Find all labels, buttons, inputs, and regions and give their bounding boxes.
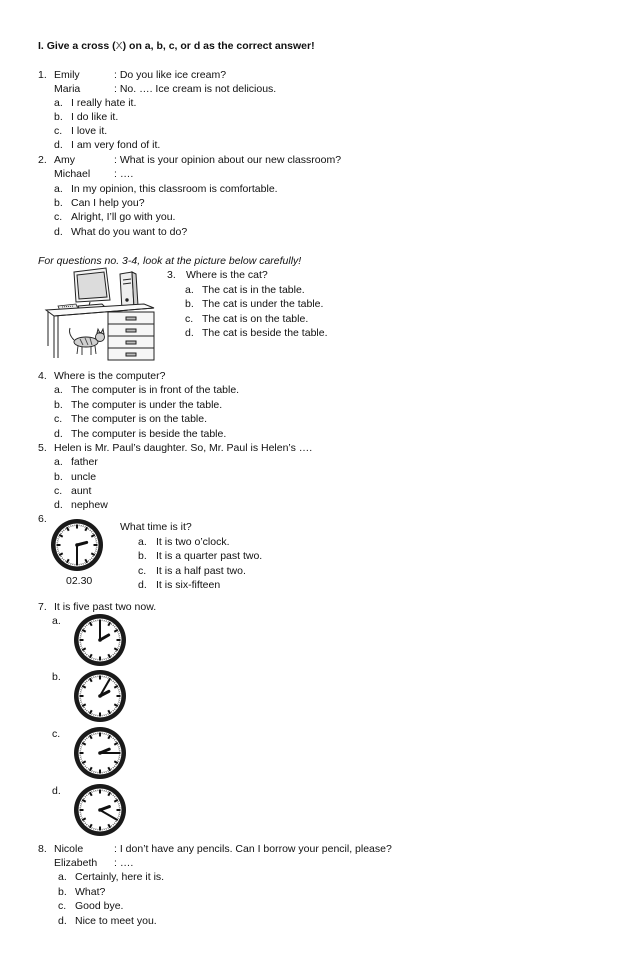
q2-option-letter[interactable]: b. [54,197,63,209]
q8-option-text[interactable]: Good bye. [75,900,124,912]
q4-option-text[interactable]: The computer is on the table. [71,413,207,425]
q6-question: What time is it? [120,521,192,533]
q4-option-letter[interactable]: b. [54,399,63,411]
q8-option-text[interactable]: What? [75,886,106,898]
q4-number: 4. [38,370,47,382]
q6-option-letter[interactable]: a. [138,536,147,548]
q6-option-letter[interactable]: c. [138,565,147,577]
clock-center [75,543,79,547]
instruction-x-mark: X [115,40,123,52]
q2-line-2: : …. [114,168,134,180]
q5-option-text[interactable]: nephew [71,499,108,511]
q5-option-letter[interactable]: b. [54,471,63,483]
q4-option-letter[interactable]: a. [54,384,63,396]
q3-option-letter[interactable]: b. [185,298,194,310]
q2-number: 2. [38,154,47,166]
q1-option-text[interactable]: I really hate it. [71,97,137,109]
q3-option-text[interactable]: The cat is in the table. [202,284,305,296]
q7-option-clock-icon[interactable] [72,782,128,838]
q2-option-text[interactable]: What do you want to do? [71,226,188,238]
q8-speaker-1: Nicole [54,843,84,855]
q8-option-text[interactable]: Certainly, here it is. [75,871,165,883]
q5-option-letter[interactable]: c. [54,485,63,497]
q8-option-letter[interactable]: a. [58,871,67,883]
q1-option-text[interactable]: I am very fond of it. [71,139,161,151]
q1-number: 1. [38,69,47,81]
q7-option-letter[interactable]: b. [52,671,61,683]
q6-number: 6. [38,513,47,525]
cat-icon [70,328,105,355]
q2-option-letter[interactable]: a. [54,183,63,195]
desk-with-computer-and-cat-picture [44,266,158,362]
q7-option-clock-icon[interactable] [72,668,128,724]
q5-option-text[interactable]: uncle [71,471,97,483]
q1-option-letter[interactable]: a. [54,97,63,109]
q3-option-text[interactable]: The cat is beside the table. [202,327,328,339]
q1-option-text[interactable]: I love it. [71,125,108,137]
q8-number: 8. [38,843,47,855]
q1-option-letter[interactable]: b. [54,111,63,123]
q3-option-text[interactable]: The cat is under the table. [202,298,324,310]
q3-option-letter[interactable]: d. [185,327,194,339]
q1-speaker-2: Maria [54,83,81,95]
q4-option-text[interactable]: The computer is beside the table. [71,428,227,440]
q1-line-2: : No. …. Ice cream is not delicious. [114,83,277,95]
q7-option-clock-icon[interactable] [72,725,128,781]
q8-option-text[interactable]: Nice to meet you. [75,915,157,927]
q2-line-1: : What is your opinion about our new classroom? [114,154,342,166]
q5-option-letter[interactable]: a. [54,456,63,468]
q7-number: 7. [38,601,47,613]
q7-question: It is five past two now. [54,601,157,613]
clock-center [98,808,102,812]
q7-option-letter[interactable]: d. [52,785,61,797]
q2-speaker-2: Michael [54,168,91,180]
q8-speaker-2: Elizabeth [54,857,98,869]
q4-option-letter[interactable]: d. [54,428,63,440]
q3-question: Where is the cat? [186,269,268,281]
q6-option-text[interactable]: It is a half past two. [156,565,246,577]
q4-option-text[interactable]: The computer is under the table. [71,399,223,411]
q7-option-letter[interactable]: c. [52,728,61,740]
q5-question: Helen is Mr. Paul’s daughter. So, Mr. Paul is Helen’s …. [54,442,313,454]
q8-option-letter[interactable]: d. [58,915,67,927]
q2-option-text[interactable]: Alright, I’ll go with you. [71,211,176,223]
q2-option-letter[interactable]: c. [54,211,63,223]
picture-instruction: For questions no. 3-4, look at the picture below carefully! [38,255,302,267]
clock-center [98,694,102,698]
q2-option-text[interactable]: In my opinion, this classroom is comfortable. [71,183,278,195]
q4-option-text[interactable]: The computer is in front of the table. [71,384,240,396]
q5-option-letter[interactable]: d. [54,499,63,511]
q8-option-letter[interactable]: c. [58,900,67,912]
q5-number: 5. [38,442,47,454]
q2-option-letter[interactable]: d. [54,226,63,238]
q1-option-letter[interactable]: c. [54,125,63,137]
clock-center [98,751,102,755]
q6-option-text[interactable]: It is six-fifteen [156,579,221,591]
q1-option-text[interactable]: I do like it. [71,111,119,123]
q3-number: 3. [167,269,176,281]
clock-center [98,638,102,642]
q4-option-letter[interactable]: c. [54,413,63,425]
q1-line-1: : Do you like ice cream? [114,69,227,81]
q3-option-letter[interactable]: c. [185,313,194,325]
q6-clock-caption: 02.30 [66,575,93,587]
q3-option-text[interactable]: The cat is on the table. [202,313,309,325]
q2-option-text[interactable]: Can I help you? [71,197,145,209]
instruction-post: ) on a, b, c, or d as the correct answer! [122,40,315,52]
q3-option-letter[interactable]: a. [185,284,194,296]
q1-option-letter[interactable]: d. [54,139,63,151]
q8-line-2: : …. [114,857,134,869]
q8-option-letter[interactable]: b. [58,886,67,898]
q4-question: Where is the computer? [54,370,166,382]
q2-speaker-1: Amy [54,154,75,166]
monitor-icon [74,268,110,310]
q7-option-letter[interactable]: a. [52,615,61,627]
q6-option-letter[interactable]: b. [138,550,147,562]
q5-option-text[interactable]: father [71,456,98,468]
instruction [38,40,315,53]
q8-line-1: : I don’t have any pencils. Can I borrow your pencil, please? [114,843,392,855]
q6-option-text[interactable]: It is two o’clock. [156,536,230,548]
q7-option-clock-icon[interactable] [72,612,128,668]
q5-option-text[interactable]: aunt [71,485,92,497]
q1-speaker-1: Emily [54,69,80,81]
q6-option-text[interactable]: It is a quarter past two. [156,550,263,562]
q6-option-letter[interactable]: d. [138,579,147,591]
instruction-pre: I. Give a cross ( [38,40,116,52]
q6-clock-icon [49,517,105,573]
